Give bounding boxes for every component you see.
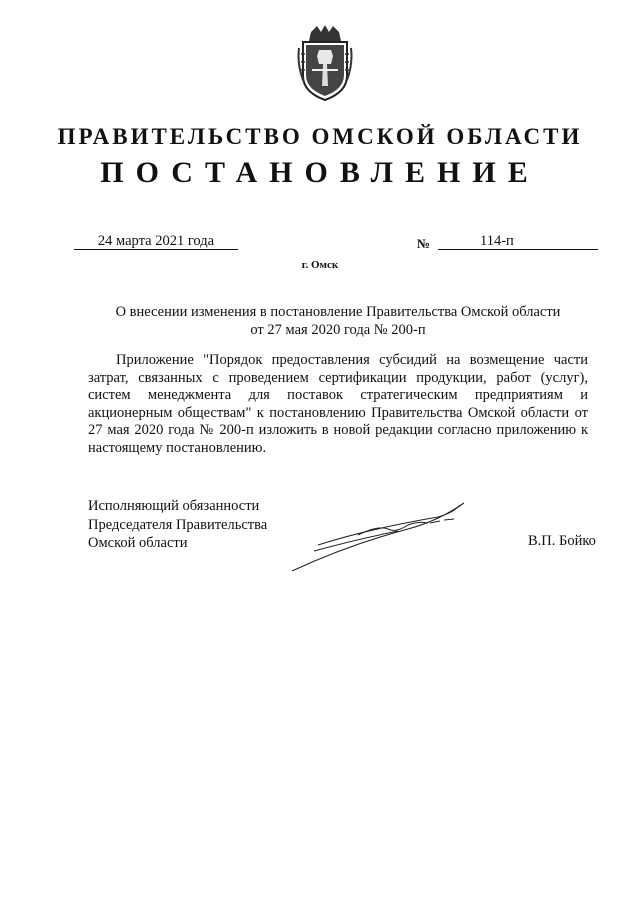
subject-line-2: от 27 мая 2020 года № 200-п [250,322,426,338]
document-number: 114-п [438,233,598,250]
signatory-position-line-1: Исполняющий обязанности [88,498,260,514]
signatory-name: В.П. Бойко [528,533,596,549]
document-subject [88,303,588,339]
document-body: Приложение "Порядок предоставления субсидий на возмещение части затрат, связанных с проведением сертификации продукции, работ (услуг), систем менеджмента для поставок стратегическим предприятиям и акционерным обществам" к постановлению Правительства Омской области от 27 мая 2020 года № 200-п изложить в новой редакции согласно приложению к настоящему постановлению. [88,352,588,456]
signatory-position-line-2: Председателя Правительства [88,516,268,533]
signatory-position-line-3: Омской области [88,535,188,551]
handwritten-signature [288,495,468,575]
document-date: 24 марта 2021 года [74,233,238,250]
coat-of-arms-icon [297,24,353,102]
signatory-position [88,497,267,553]
document-type-title: ПОСТАНОВЛЕНИЕ [100,156,540,189]
city-label: г. Омск [301,259,339,271]
subject-line-1: О внесении изменения в постановление Правительства Омской области [115,304,561,320]
number-label: № [417,236,431,251]
organization-title: ПРАВИТЕЛЬСТВО ОМСКОЙ ОБЛАСТИ [57,124,583,149]
